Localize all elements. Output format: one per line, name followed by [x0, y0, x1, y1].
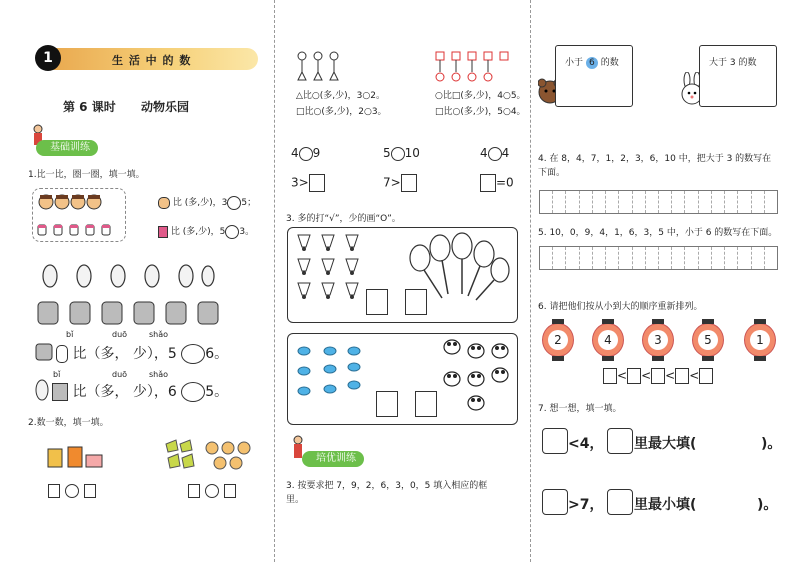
pinyin-duo-1: duō — [112, 330, 128, 339]
answer-circle[interactable] — [205, 484, 219, 498]
ineq-left: 4 — [291, 146, 299, 160]
q4-label: 4. 在 8，4，7，1，2，3，6，10 中，把大于 3 的数写在 — [538, 154, 772, 164]
hat-icons-row — [38, 193, 118, 215]
fish-compare-text: 比（多， 少），6 — [72, 384, 177, 400]
cat-compare-text: 比（多， 少），5 — [72, 346, 177, 362]
ineq2-box[interactable] — [401, 174, 417, 192]
order-answer-row — [603, 368, 713, 384]
compare-line-b: ○比□(多,少)，4○5。 — [435, 91, 526, 101]
q7-label: 7. 想一想，填一填。 — [538, 404, 622, 414]
pinyin-bi-1: bǐ — [66, 330, 74, 339]
cat-compare-end: 6。 — [205, 346, 229, 362]
pinyin-bi-2: bǐ — [53, 370, 61, 379]
q7a-close: )。 — [761, 436, 782, 452]
can-compare-text: 比 (多,少)，5 — [170, 227, 226, 237]
ineq-right: 4 — [501, 146, 510, 160]
unit-title: 生 活 中 的 数 — [112, 54, 192, 67]
lantern-number: 5 — [698, 330, 718, 350]
q7b-box-2[interactable] — [607, 489, 633, 515]
q7a-box-2[interactable] — [607, 428, 633, 454]
hat-compare-text: 比 (多,少)，3 — [172, 198, 228, 208]
can-icons-row — [36, 222, 122, 241]
ineq2-box[interactable] — [309, 174, 325, 192]
shuttlecock-answer-box[interactable] — [366, 289, 388, 315]
less-than-label: 小于 — [565, 58, 584, 68]
lantern — [592, 323, 624, 357]
cube-blocks-icon — [46, 443, 104, 473]
hat-compare-line — [158, 195, 256, 210]
order-lt: < — [665, 368, 676, 383]
ineq-4-4 — [480, 146, 509, 161]
answer-squares-right — [188, 480, 236, 499]
ineq2-text: 7> — [383, 175, 401, 190]
ineq-right: 10 — [404, 146, 420, 160]
ineq-eq-0 — [480, 174, 514, 192]
pinyin-duo-2: duō — [112, 370, 128, 379]
q7a-box[interactable] — [542, 428, 568, 454]
order-box[interactable] — [603, 368, 617, 384]
order-box[interactable] — [627, 368, 641, 384]
cat-small-icon — [34, 340, 54, 366]
hat-compare-circle[interactable] — [227, 196, 241, 210]
cat-inline-icon — [52, 383, 68, 401]
racket-answer-box[interactable] — [405, 289, 427, 315]
order-lt: < — [689, 368, 700, 383]
q2-label: 2.数一数，填一填。 — [28, 418, 109, 428]
small-fish-icons — [296, 345, 366, 409]
basic-training-badge: 基础训练 — [36, 140, 98, 156]
pinyin-shao-1: shǎo — [149, 330, 169, 339]
answer-squares-left — [48, 480, 96, 499]
advanced-training-badge: 培优训练 — [302, 451, 364, 467]
q7a-mid: <4， — [568, 436, 604, 452]
order-box[interactable] — [699, 368, 713, 384]
answer-square[interactable] — [84, 484, 96, 498]
lantern-number: 2 — [548, 330, 568, 350]
cat-icons-row — [36, 296, 226, 332]
ineq-4-9 — [291, 146, 320, 161]
order-lt: < — [617, 368, 628, 383]
ineq-right: 9 — [312, 146, 321, 160]
fish-compare-circle[interactable] — [181, 382, 205, 402]
column-divider-left — [274, 0, 275, 562]
shape-pins-left — [296, 50, 342, 86]
can-small-icon — [158, 226, 168, 238]
ineq-5-10 — [383, 146, 420, 161]
q3b-label-cont: 里。 — [286, 495, 305, 505]
can-compare-circle[interactable] — [225, 225, 239, 239]
lesson-name: 动物乐园 — [141, 100, 190, 114]
q7b-end: 里最小填( — [634, 497, 697, 513]
q7b-close: )。 — [757, 497, 778, 513]
q7b-box[interactable] — [542, 489, 568, 515]
lantern-number: 1 — [750, 330, 770, 350]
less-than-suffix: 的数 — [600, 58, 619, 68]
fish-small-icon — [34, 379, 50, 405]
order-box[interactable] — [651, 368, 665, 384]
ineq-left: 5 — [383, 146, 391, 160]
lantern — [642, 323, 674, 357]
q5-label: 5. 10，0，9，4，1，6，3，5 中，小于 6 的数写在下面。 — [538, 228, 778, 238]
ineq-circle[interactable] — [299, 147, 313, 161]
shape-pins-right — [434, 50, 514, 86]
ineq2-text: 3> — [291, 175, 309, 190]
shuttlecock-icons — [294, 233, 370, 315]
can-compare-line — [158, 224, 254, 239]
column-divider-right — [530, 0, 531, 562]
q4-label-cont: 下面。 — [538, 168, 566, 178]
answer-square[interactable] — [224, 484, 236, 498]
ineq-circle[interactable] — [488, 147, 502, 161]
answer-circle[interactable] — [65, 484, 79, 498]
compare-line-a: △比○(多,少)，3○2。 — [296, 91, 385, 101]
lantern — [542, 323, 574, 357]
less-than-number: 6 — [586, 57, 598, 69]
lesson-title: 第 6 课时 — [63, 100, 116, 114]
q3b-label: 3. 按要求把 7，9，2，6，3，0，5 填入相应的框 — [286, 481, 488, 491]
q4-answer-grid[interactable] — [539, 190, 778, 214]
q1-label: 1.比一比，圈一圈，填一填。 — [28, 170, 145, 180]
ineq-circle[interactable] — [391, 147, 405, 161]
hat-compare-end: 5； — [241, 198, 257, 208]
q7b-mid: >7， — [568, 497, 604, 513]
ineq2-box[interactable] — [480, 174, 496, 192]
ineq-left: 4 — [480, 146, 488, 160]
cat-compare-circle[interactable] — [181, 344, 205, 364]
answer-square[interactable] — [188, 484, 200, 498]
ineq2-text: =0 — [496, 175, 514, 190]
fish-compare-end: 5。 — [205, 384, 229, 400]
compare-line-c: □比○(多,少)，2○3。 — [296, 107, 387, 117]
q7a-end: 里最大填( — [634, 436, 697, 452]
answer-square[interactable] — [48, 484, 60, 498]
cat-compare-line — [56, 343, 228, 364]
q6-label: 6. 请把他们按从小到大的顺序重新排列。 — [538, 302, 703, 312]
lantern — [744, 323, 776, 357]
order-lt: < — [641, 368, 652, 383]
fish-inline-icon — [56, 345, 68, 363]
ineq-3-gt — [291, 174, 325, 192]
animal-group-icons — [164, 438, 256, 476]
less-than-title — [565, 55, 619, 69]
frog-icons — [440, 337, 514, 417]
ineq-7-gt — [383, 174, 417, 192]
greater-than-title: 大于 3 的数 — [709, 58, 757, 68]
frog-answer-box[interactable] — [415, 391, 437, 417]
pinyin-shao-2: shǎo — [149, 370, 169, 379]
lantern-number: 4 — [598, 330, 618, 350]
q3-label: 3. 多的打“√”，少的画“O”。 — [286, 214, 401, 224]
lesson-number-badge: 1 — [35, 45, 61, 71]
fish-answer-box[interactable] — [376, 391, 398, 417]
lantern-number: 3 — [648, 330, 668, 350]
hat-small-icon — [158, 197, 170, 209]
lantern — [692, 323, 724, 357]
can-compare-end: 3。 — [239, 227, 255, 237]
compare-line-d: □比○(多,少)，5○4。 — [435, 107, 526, 117]
order-box[interactable] — [675, 368, 689, 384]
fish-compare-line — [52, 381, 228, 402]
fish-icons-row — [38, 262, 216, 296]
q5-answer-grid[interactable] — [539, 246, 778, 270]
